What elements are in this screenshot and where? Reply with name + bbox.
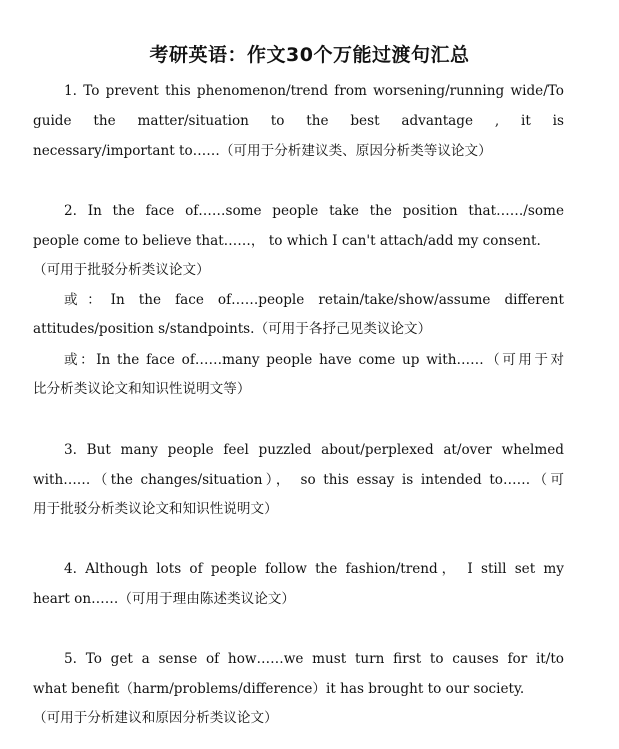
item-2-line-4: 或：In the face of……people retain/take/show/assume different [64,292,564,308]
item-2-line-2: people come to believe that……， to which I can't attach/add my consent. [33,233,541,249]
item-3-line-1: 3. But many people feel puzzled about/perplexed at/over whelmed [64,442,564,458]
item-3-line-3: 用于批驳分析类议论文和知识性说明文） [33,501,278,517]
item-1-line-1: 1. To prevent this phenomenon/trend from worsening/running wide/To [64,83,564,99]
item-1-line-2: guide the matter/situation to the best advantage , it is [33,113,564,129]
item-2-line-6: 或：In the face of……many people have come up with……（可用于对 [64,352,564,368]
item-1-line-3: necessary/important to……（可用于分析建议类、原因分析类等议论文） [33,143,492,159]
item-5-line-3: （可用于分析建议和原因分析类议论文） [33,710,278,726]
item-3-line-2: with……（the changes/situation）， so this essay is intended to……（可 [33,472,564,488]
item-4-line-2: heart on……（可用于理由陈述类议论文） [33,591,296,607]
item-2-line-7: 比分析类议论文和知识性说明文等） [33,381,251,397]
item-4-line-1: 4. Although lots of people follow the fashion/trend， I still set my [64,561,564,577]
item-2-line-5: attitudes/position s/standpoints.（可用于各抒己见类议论文） [33,321,432,337]
item-2-line-1: 2. In the face of……some people take the position that……/some [64,203,564,219]
page-title: 考研英语：作文30个万能过渡句汇总 [149,44,470,66]
item-5-line-2: what benefit（harm/problems/difference）it has brought to our society. [33,681,525,697]
item-5-line-1: 5. To get a sense of how……we must turn first to causes for it/to [64,651,564,667]
item-2-line-3: （可用于批驳分析类议论文） [33,262,210,278]
